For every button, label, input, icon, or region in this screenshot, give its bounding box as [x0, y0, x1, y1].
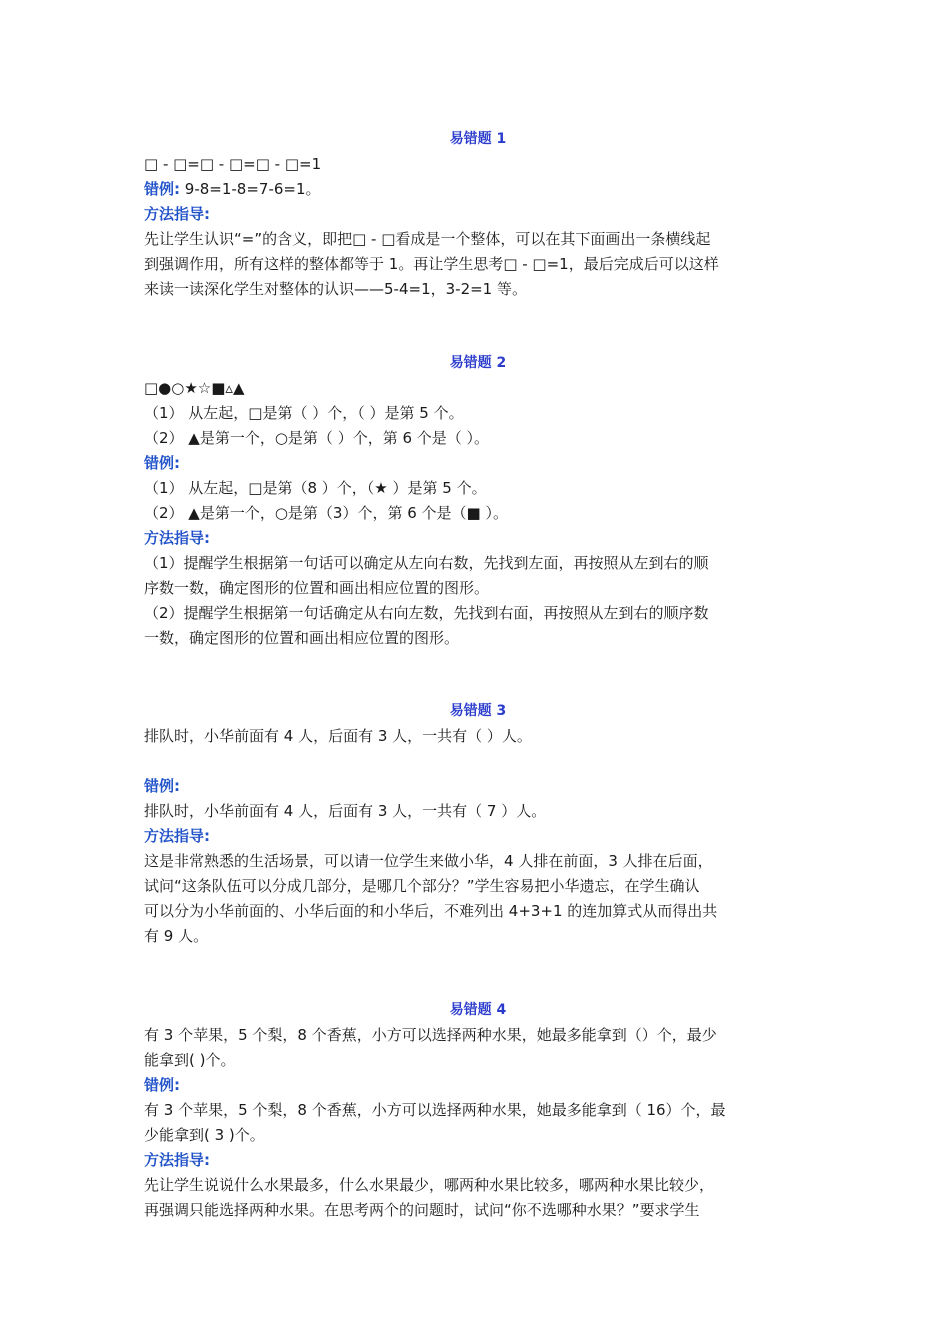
method-line: 来读一读深化学生对整体的认识——5-4=1，3-2=1 等。 [144, 280, 527, 298]
question-line: （2） ▲是第一个，○是第（ ）个，第 6 个是（ ）。 [144, 429, 490, 447]
mistake-line [144, 177, 812, 202]
method-line: 有 9 人。 [144, 927, 209, 945]
problem-title: 易错题 1 [449, 131, 507, 147]
question-line: 能拿到( )个。 [144, 1051, 236, 1069]
spacer [144, 749, 812, 774]
problem-title: 易错题 3 [449, 703, 507, 719]
question-line: □ - □=□ - □=□ - □=1 [144, 155, 322, 173]
method-line: 到强调作用，所有这样的整体都等于 1。再让学生思考□ - □=1，最后完成后可以这样 [144, 255, 719, 273]
problem-title: 易错题 4 [449, 1002, 507, 1018]
problem-section-4 [144, 997, 812, 1223]
method-line: 再强调只能选择两种水果。在思考两个的问题时，试问“你不选哪种水果？”要求学生 [144, 1201, 700, 1219]
mistake-line: 少能拿到( 3 )个。 [144, 1126, 265, 1144]
mistake-label: 错例: [144, 180, 180, 198]
problem-section-1 [144, 126, 812, 302]
mistake-label: 错例: [144, 454, 180, 472]
problem-title: 易错题 2 [449, 355, 507, 371]
method-line: 先让学生说说什么水果最多，什么水果最少，哪两种水果比较多，哪两种水果比较少， [144, 1176, 715, 1194]
mistake-text: 9-8=1-8=7-6=1。 [184, 180, 321, 198]
problem-section-2 [144, 350, 812, 651]
question-line: （1） 从左起，□是第（ ）个，（ ）是第 5 个。 [144, 404, 464, 422]
mistake-line: （2） ▲是第一个，○是第（3）个，第 6 个是（■ ）。 [144, 504, 509, 522]
mistake-label: 错例: [144, 1076, 180, 1094]
problem-section-3 [144, 698, 812, 949]
method-line: 可以分为小华前面的、小华后面的和小华后，不难列出 4+3+1 的连加算式从而得出共 [144, 902, 718, 920]
method-line: （2）提醒学生根据第一句话确定从右向左数，先找到右面，再按照从左到右的顺序数 [144, 604, 709, 622]
method-label: 方法指导: [144, 529, 210, 547]
method-label: 方法指导: [144, 1151, 210, 1169]
method-line: 一数，确定图形的位置和画出相应位置的图形。 [144, 629, 460, 647]
mistake-line: （1） 从左起，□是第（8 ）个，（★ ）是第 5 个。 [144, 479, 487, 497]
mistake-label: 错例: [144, 777, 180, 795]
shape-sequence: □●○★☆■▵▲ [144, 379, 245, 397]
question-line: 排队时，小华前面有 4 人，后面有 3 人，一共有（ ）人。 [144, 727, 532, 745]
mistake-line: 排队时，小华前面有 4 人，后面有 3 人，一共有（ 7 ）人。 [144, 802, 547, 820]
method-line: （1）提醒学生根据第一句话可以确定从左向右数，先找到左面，再按照从左到右的顺 [144, 554, 709, 572]
method-line: 这是非常熟悉的生活场景，可以请一位学生来做小华，4 人排在前面，3 人排在后面， [144, 852, 713, 870]
method-line: 试问“这条队伍可以分成几部分，是哪几个部分？”学生容易把小华遗忘，在学生确认 [144, 877, 700, 895]
method-label: 方法指导: [144, 827, 210, 845]
method-line: 序数一数，确定图形的位置和画出相应位置的图形。 [144, 579, 490, 597]
question-line: 有 3 个苹果，5 个梨，8 个香蕉，小方可以选择两种水果，她最多能拿到（）个，最少 [144, 1026, 717, 1044]
method-label: 方法指导: [144, 205, 210, 223]
mistake-line: 有 3 个苹果，5 个梨，8 个香蕉，小方可以选择两种水果，她最多能拿到（ 16）个，最 [144, 1101, 726, 1119]
method-line: 先让学生认识“=”的含义，即把□ - □看成是一个整体，可以在其下面画出一条横线起 [144, 230, 711, 248]
